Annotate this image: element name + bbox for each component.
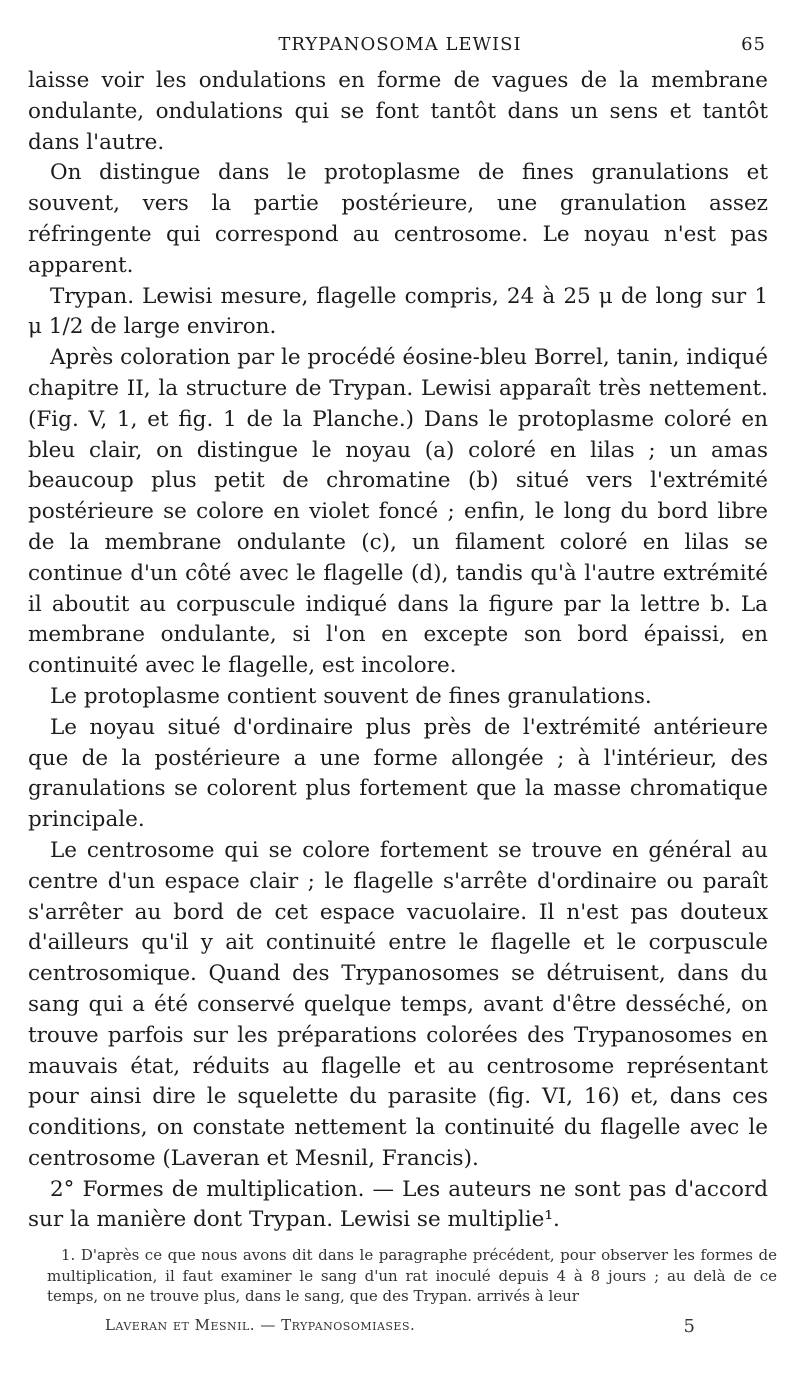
signature-text: Laveran et Mesnil. — Trypanosomiases. bbox=[105, 1316, 416, 1334]
paragraph: 2° Formes de multiplication. — Les auteurs ne sont pas d'accord sur la manière dont Trypan. Lewisi se multiplie¹. bbox=[28, 1176, 768, 1233]
paragraph: On distingue dans le protoplasme de fines granulations et souvent, vers la partie postérieure, une granulation assez réfringente qui correspond au centrosome. Le noyau n'est pas apparent. bbox=[28, 160, 768, 278]
page-number: 65 bbox=[741, 34, 766, 55]
running-title: TRYPANOSOMA LEWISI bbox=[278, 34, 522, 55]
running-head bbox=[0, 34, 800, 60]
footnotes bbox=[47, 1245, 777, 1307]
paragraph: Après coloration par le procédé éosine-bleu Borrel, tanin, indiqué chapitre II, la structure de Trypan. Lewisi apparaît très nettement. (Fig. V, 1, et fig. 1 de la Planche.) Dans le protoplasme coloré en bleu clair, on distingue le noyau (a) coloré en lilas ; un amas beaucoup plus petit de chromatine (b) situé vers l'extrémité postérieure se colore en violet foncé ; enfin, le long du bord libre de la membrane ondulante (c), un filament coloré en lilas se continue d'un côté avec le flagelle (d), tandis qu'à l'autre extrémité il aboutit au corpuscule indiqué dans la figure par la lettre b. La membrane ondulante, si l'on en excepte son bord épaissi, en continuité avec le flagelle, est incolore. bbox=[28, 345, 768, 679]
paragraph: Le centrosome qui se colore fortement se trouve en général au centre d'un espace clair ; le flagelle s'arrête d'ordinaire ou paraît s'arrêter au bord de cet espace vacuolaire. Il n'est pas douteux d'ailleurs qu'il y ait continuité entre le flagelle et le corpuscule centrosomique. Quand des Trypanosomes se détruisent, dans du sang qui a été conservé quelque temps, avant d'être desséché, on trouve parfois sur les préparations colorées des Trypanosomes en mauvais état, réduits au flagelle et au centrosome représentant pour ainsi dire le squelette du parasite (fig. VI, 16) et, dans ces conditions, on constate nettement la continuité du flagelle avec le centrosome (Laveran et Mesnil, Francis). bbox=[28, 837, 768, 1171]
body-text bbox=[28, 66, 768, 1236]
footnote: 1. D'après ce que nous avons dit dans le paragraphe précédent, pour observer les formes de multiplication, il faut examiner le sang d'un rat inoculé depuis 4 à 8 jours ; au delà de ce temps, on ne trouve plus, dans le sang, que des Trypan. arrivés à leur bbox=[47, 1246, 777, 1305]
paragraph: laisse voir les ondulations en forme de vagues de la membrane ondulante, ondulations qui se font tantôt dans un sens et tantôt dans l'autre. bbox=[28, 68, 768, 155]
signature-number: 5 bbox=[683, 1316, 695, 1337]
paragraph: Le noyau situé d'ordinaire plus près de l'extrémité antérieure que de la postérieure a une forme allongée ; à l'intérieur, des granulations se colorent plus fortement que la masse chromatique principale. bbox=[28, 714, 768, 833]
signature-line bbox=[105, 1316, 695, 1340]
paragraph: Le protoplasme contient souvent de fines granulations. bbox=[50, 683, 652, 709]
paragraph: Trypan. Lewisi mesure, flagelle compris, 24 à 25 μ de long sur 1 μ 1/2 de large environ. bbox=[28, 283, 768, 340]
